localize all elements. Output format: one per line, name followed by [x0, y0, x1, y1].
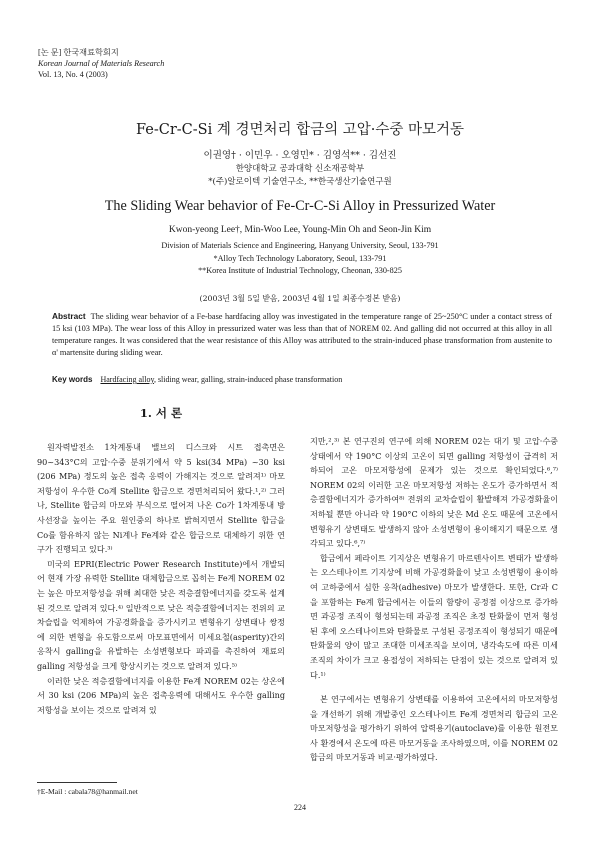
footnote-email: †E-Mail : cabala78@hanmail.net — [37, 787, 138, 796]
page-number: 224 — [294, 803, 306, 812]
title-english: The Sliding Wear behavior of Fe-Cr-C-Si Alloy in Pressurized Water — [104, 198, 496, 214]
keywords-rest: , sliding wear, galling, strain-induced phase transformation — [153, 375, 343, 384]
title-korean: Fe-Cr-C-Si 계 경면처리 합금의 고압·수중 마모거동 — [135, 122, 464, 138]
body-column-left — [37, 440, 285, 717]
affiliations-english — [0, 240, 600, 278]
abstract — [52, 310, 552, 359]
affiliation-ko-line: *(주)알로이텍 기술연구소, **한국생산기술연구원 — [208, 177, 392, 187]
keyword-first: Hardfacing alloy — [100, 375, 154, 384]
affiliation-en-line: Division of Materials Science and Engineering, Hanyang University, Seoul, 133-791 — [161, 241, 439, 250]
section-title: 1. 서 론 — [139, 406, 183, 420]
paragraph: 지만,²,³⁾ 본 연구진의 연구에 의해 NOREM 02는 대기 및 고압·수중 상태에서 약 190°C 이상의 고온이 되면 galling 저항성이 급격히 저하되어 고온 마모저항성에 문제가 있는 것으로 확인되었다.⁶,⁷⁾ NOREM 02의 이러한 고온 마모저항성 저하는 온도가 증가하면서 적층결함에너지가 증가하여⁸⁾ 전위의 교차슬립이 활발해져 가공경화율이 저하될 뿐만 아니라 약 190°C 이하의 낮은 Md 온도 때문에 고온에서 변형유기 상변태도 발생하지 않아 소성변형이 용이해지기 때문으로 생각되고 있다.⁶,⁷⁾ — [310, 436, 558, 549]
footnote-divider — [37, 782, 117, 783]
affiliation-en-line: *Alloy Tech Technology Laboratory, Seoul, 133-791 — [213, 253, 387, 263]
paragraph: 합금에서 페라이트 기지상은 변형유기 마르텐사이트 변태가 발생하는 오스테나이트 기지상에 비해 가공경화율이 낮고 소성변형이 용이하여 고하중에서 심한 응착(adhesive) 마모가 발생한다. 또한, Cr과 C을 포함하는 Fe계 합금에서는 이들의 함량이 공정점 이상으로 증가하면 과공정 조직이 형성되는데 과공정 조직은 초정 탄화물이 먼저 형성된 후에 오스테나이트와 탄화물로 구성된 공정조직이 형성되기 때문에 탄화물의 양이 많고 조대한 미세조직을 보이며, 냉각속도에 따른 미세조직의 차이가 크고 용접성이 저하되는 단점이 있는 것으로 알려져 있다.¹⁾ — [310, 552, 558, 680]
keywords — [52, 375, 552, 384]
abstract-text: The sliding wear behavior of a Fe-base hardfacing alloy was investigated in the temperature range of 25~250°C under a contact stress of 15 ksi (103 MPa). The wear loss of this Alloy in pressurized water was less than that of NOREM 02. And galling did not occurred at this alloy in all temperature ranges. It was considered that the wear resistance of this Alloy was attributed to the strain-induced phase transformation from austenite to α' martensite during sliding wear. — [52, 312, 552, 357]
affiliations-korean — [0, 163, 600, 189]
body-column-right — [310, 434, 558, 765]
authors-korean: 이권영† · 이민우 · 오영민* · 김영석** · 김선진 — [203, 150, 397, 161]
authors-english: Kwon-yeong Lee†, Min-Woo Lee, Young-Min Oh and Seon-Jin Kim — [168, 225, 432, 235]
affiliation-en-line: **Korea Institute of Industrial Technology, Cheonan, 330-825 — [198, 266, 402, 275]
journal-name-en: Korean Journal of Materials Research — [38, 59, 165, 68]
abstract-label: Abstract — [52, 311, 86, 321]
keywords-label: Key words — [52, 375, 93, 384]
paragraph: 본 연구에서는 변형유기 상변태를 이용하여 고온에서의 마모저항성을 개선하기 위해 개발중인 오스테나이트 Fe계 경면처리 합금의 고온 마모저항성을 평가하기 위하여 압력용기(autoclave)를 이용한 원전모사 환경에서 온도에 따른 마모거동을 조사하였으며, 이를 NOREM 02 합금의 마모거동과 비교·평가하였다. — [310, 694, 558, 763]
journal-volume: Vol. 13, No. 4 (2003) — [38, 70, 108, 79]
journal-category: [논 문] 한국재료학회지 — [38, 48, 119, 57]
paragraph: 미국의 EPRI(Electric Power Research Institute)에서 개발되어 현재 가장 유력한 Stellite 대체합금으로 꼽히는 Fe계 NOREM 02는 높은 마모저항성을 위해 최대한 낮은 적층결함에너지를 갖도록 설계된 것으로 알려져 있다.⁴⁾ 일반적으로 낮은 적층결함에너지는 전위의 교차슬립을 억제하여 가공경화율을 증가시키고 변형유기 상변태나 쌍정에 의한 변형을 유도함으로써 마모표면에서 미세요철(asperity)간의 응착시 galling을 유발하는 소성변형보다 파괴를 촉진하여 재료의 galling 저항성을 크게 향상시키는 것으로 알려져 있다.⁵⁾ — [37, 558, 285, 671]
received-dates: (2003년 3월 5일 받음, 2003년 4월 1일 최종수정본 받음) — [199, 294, 401, 303]
affiliation-ko-line: 한양대학교 공과대학 신소재공학부 — [235, 164, 365, 174]
paragraph: 이러한 낮은 적층결함에너지를 이용한 Fe계 NOREM 02는 상온에서 30 ksi (206 MPa)의 높은 접촉응력에 대해서도 우수한 galling 저항성을 보이는 것으로 알려져 있 — [37, 675, 285, 715]
paragraph: 원자력발전소 1차계통내 밸브의 디스크와 시트 접촉면은 90~343°C의 고압·수중 분위기에서 약 5 ksi(34 MPa) ~30 ksi (206 MPa) 정도의 높은 접촉 응력이 가해지는 것으로 알려져¹⁾ 마모저항성이 우수한 Co계 Stellite 합금으로 경면처리되어 왔다.¹,²⁾ 그러나, Stellite 합금의 마모와 부식으로 떨어져 나온 Co가 1차계통내 방사선장을 높이는 주요 원인중의 하나로 밝혀지면서 Stellite 합금을 Co를 함유하지 않는 Ni계나 Fe계와 같은 합금으로 대체하기 위한 연구가 진행되고 있다.³⁾ — [37, 442, 285, 555]
journal-header — [38, 47, 164, 80]
